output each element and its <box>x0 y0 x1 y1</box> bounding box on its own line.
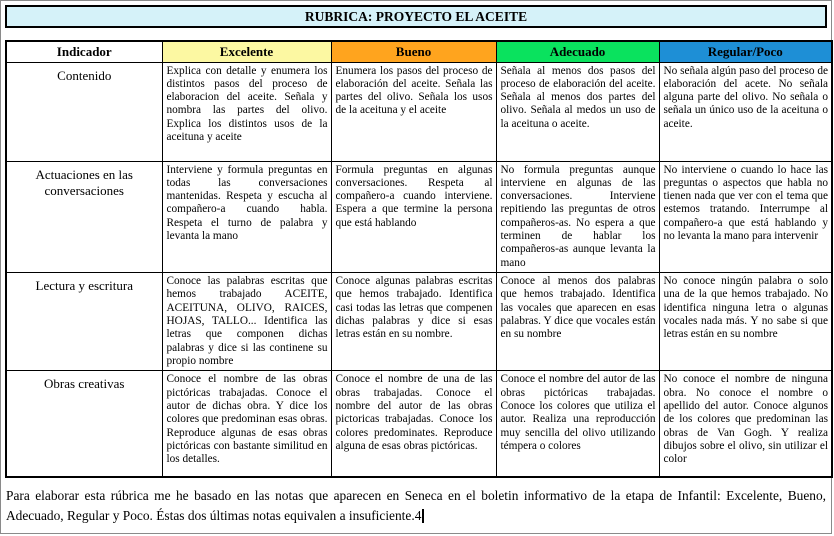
cell-contenido-adecuado[interactable]: Señala al menos dos pasos del proceso de elaboración del aceite. Señala al menos dos partes del olivo. Señala al medos un uso de la aceituna o aceite. <box>496 62 659 161</box>
cell-lectura-adecuado[interactable]: Conoce al menos dos palabras que hemos trabajado. Identifica las vocales que aparecen en esas palabras. Y dice que vocales están en su nombre <box>496 273 659 371</box>
cell-contenido-regular[interactable]: No señala algún paso del proceso de elaboración del acete. No señala alguna parte del olivo. No señala o señala un único uso de la aceituna o aceite. <box>659 62 832 161</box>
cell-obras-adecuado[interactable]: Conoce el nombre del autor de las obras pictóricas trabajadas. Conoce los colores que utiliza el autor. Realiza una reproducción muy sencilla del olivo utilizando témpera o colores <box>496 371 659 477</box>
rubric-table <box>5 40 833 478</box>
table-row-actuaciones <box>6 161 832 273</box>
cell-actuaciones-excelente[interactable]: Interviene y formula preguntas en todas las conversaciones mantenidas. Respeta y escucha al compañero-a cuando habla. Respeta el turno de palabra y levanta la mano <box>162 161 331 273</box>
header-adecuado[interactable]: Adecuado <box>496 41 659 62</box>
spacer <box>1 28 831 40</box>
text-cursor <box>422 509 424 523</box>
cell-actuaciones-bueno[interactable]: Formula preguntas en algunas conversaciones. Respeta al compañero-a cuando interviene. Espera a que termine la persona que está hablando <box>331 161 496 273</box>
indicator-actuaciones[interactable]: Actuaciones en las conversaciones <box>6 161 162 273</box>
header-row <box>6 41 832 62</box>
indicator-lectura-escritura[interactable]: Lectura y escritura <box>6 273 162 371</box>
cell-obras-excelente[interactable]: Conoce el nombre de las obras pictóricas trabajadas. Conoce el autor de dichas obra. Y dice los colores que predominan esas obras. Reproduce algunas de esas obras pictóricas con bastante similitud en los detalles. <box>162 371 331 477</box>
header-bueno[interactable]: Bueno <box>331 41 496 62</box>
cell-contenido-bueno[interactable]: Enumera los pasos del proceso de elaboración del aceite. Señala las partes del olivo. Señala los usos de la aceituna y el aceite <box>331 62 496 161</box>
indicator-obras-creativas[interactable]: Obras creativas <box>6 371 162 477</box>
footer-note-text: Para elaborar esta rúbrica me he basado en las notas que aparecen en Seneca en el boletin informativo de la etapa de Infantil: Excelente, Bueno, Adecuado, Regular y Poco. Éstas dos últimas notas equivalen a insuficiente.4 <box>6 487 826 524</box>
cell-obras-bueno[interactable]: Conoce el nombre de una de las obras trabajadas. Conoce el nombre del autor de las obras pictoricas trabajadas. Conoce los colores predominates. Reproduce alguna de esas obras pictóricas. <box>331 371 496 477</box>
footer-note[interactable] <box>6 486 826 526</box>
cell-lectura-excelente[interactable]: Conoce las palabras escritas que hemos trabajado ACEITE, ACEITUNA, OLIVO, RAICES, HOJAS, TALLO... Identifica las letras que componen dichas palabras y dice si las continene su propio nombre <box>162 273 331 371</box>
table-row-obras <box>6 371 832 477</box>
cell-actuaciones-adecuado[interactable]: No formula preguntas aunque interviene en algunas de las conversaciones. Interviene repitiendo las preguntas de otros compañeros-as. No espera a que terminen de hablar los compañeros-as aunque levanta la mano <box>496 161 659 273</box>
rubric-title[interactable]: RUBRICA: PROYECTO EL ACEITE <box>5 5 827 28</box>
cell-contenido-excelente[interactable]: Explica con detalle y enumera los distintos pasos del proceso de elaboracion del aceite. Señala y nombra las partes del olivo. Explica los distintos usos de la aceituna y aceite <box>162 62 331 161</box>
cell-lectura-bueno[interactable]: Conoce algunas palabras escritas que hemos trabajado. Identifica casi todas las letras que compenen dichas palabras y dice si esas letras están en su nombre. <box>331 273 496 371</box>
indicator-contenido[interactable]: Contenido <box>6 62 162 161</box>
cell-actuaciones-regular[interactable]: No interviene o cuando lo hace las preguntas o aspectos que habla no tienen nada que ver con el tema que estemos tratando. Interrumpe al compañero-a que está hablando y no levanta la mano para intervenir <box>659 161 832 273</box>
header-indicador[interactable]: Indicador <box>6 41 162 62</box>
cell-lectura-regular[interactable]: No conoce ningún palabra o solo una de la que hemos trabajado. No identifica ninguna letra o algunas vocales nada más. Y no sabe si que letras están en su nombre <box>659 273 832 371</box>
table-row-contenido <box>6 62 832 161</box>
header-excelente[interactable]: Excelente <box>162 41 331 62</box>
header-regular-poco[interactable]: Regular/Poco <box>659 41 832 62</box>
table-row-lectura <box>6 273 832 371</box>
cell-obras-regular[interactable]: No conoce el nombre de ninguna obra. No conoce el nombre o apellido del autor. Conoce algunos de los colores que predominan las obras de Van Gogh. Y realiza dibujos sobre el olivo, sin utilizar el color <box>659 371 832 477</box>
